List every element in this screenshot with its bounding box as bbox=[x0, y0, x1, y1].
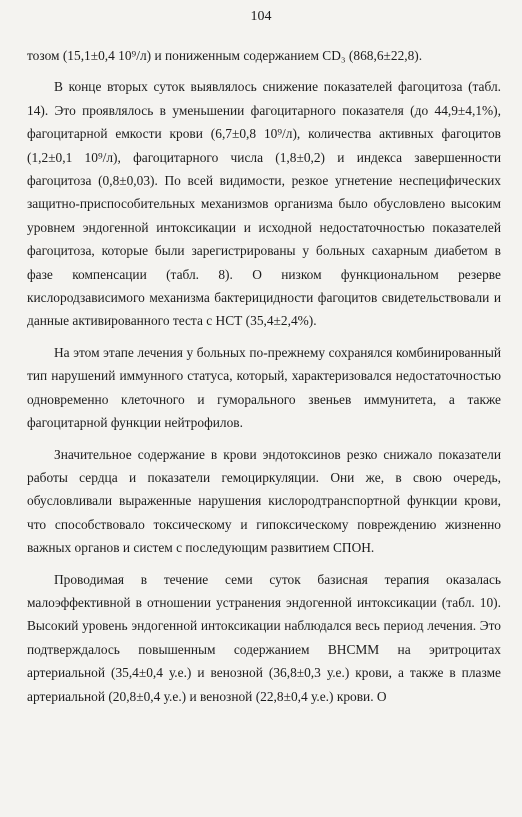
text-body bbox=[27, 44, 501, 708]
paragraph-4: Значительное содержание в крови эндотоксинов резко снижало показатели работы сердца и показатели гемоциркуляции. Они же, в свою очередь, обусловливали выраженные нарушения кислородтранспортной функции крови, что способствовало токсическому и гипоксическому повреждению жизненно важных органов и систем с последующим развитием СПОН. bbox=[27, 446, 501, 556]
page-number: 104 bbox=[250, 9, 272, 24]
paragraph-1: тозом (15,1±0,4 10⁹/л) и пониженным содержанием CD₃ (868,6±22,8). bbox=[27, 48, 423, 63]
paragraph-5: Проводимая в течение семи суток базисная терапия оказалась малоэффективной в отношении устранения эндогенной интоксикации (табл. 10). Высокий уровень эндогенной интоксикации наблюдался весь период лечения. Это подтверждалось повышенным содержанием ВНСММ на эритроцитах артериальной (35,4±0,4 у.е.) и венозной (36,8±0,3 у.е.) крови, а также в плазме артериальной (20,8±0,4 у.е.) и венозной (22,8±0,4 у.е.) крови. О bbox=[27, 571, 501, 704]
paragraph-3: На этом этапе лечения у больных по-прежнему сохранялся комбинированный тип нарушений иммунного статуса, который, характеризовался недостаточностью одновременно клеточного и гуморального звеньев иммунитета, а также фагоцитарной функции нейтрофилов. bbox=[27, 344, 501, 431]
paragraph-2: В конце вторых суток выявлялось снижение показателей фагоцитоза (табл. 14). Это проявлялось в уменьшении фагоцитарного показателя (до 44,9±4,1%), фагоцитарной емкости крови (6,7±0,8 10⁹/л), количества активных фагоцитов (1,2±0,1 10⁹/л), фагоцитарного числа (1,8±0,2) и индекса завершенности фагоцитоза (0,8±0,03). По всей видимости, резкое угнетение неспецифических защитно-приспособительных механизмов организма было обусловлено высоким уровнем эндогенной интоксикации и исходной недостаточностью показателей фагоцитоза, которые были зарегистрированы у больных сахарным диабетом в фазе компенсации (табл. 8). О низком функциональном резерве кислородзависимого механизма бактерицидности фагоцитов свидетельствовали и данные активированного теста с НСТ (35,4±2,4%). bbox=[27, 79, 501, 329]
